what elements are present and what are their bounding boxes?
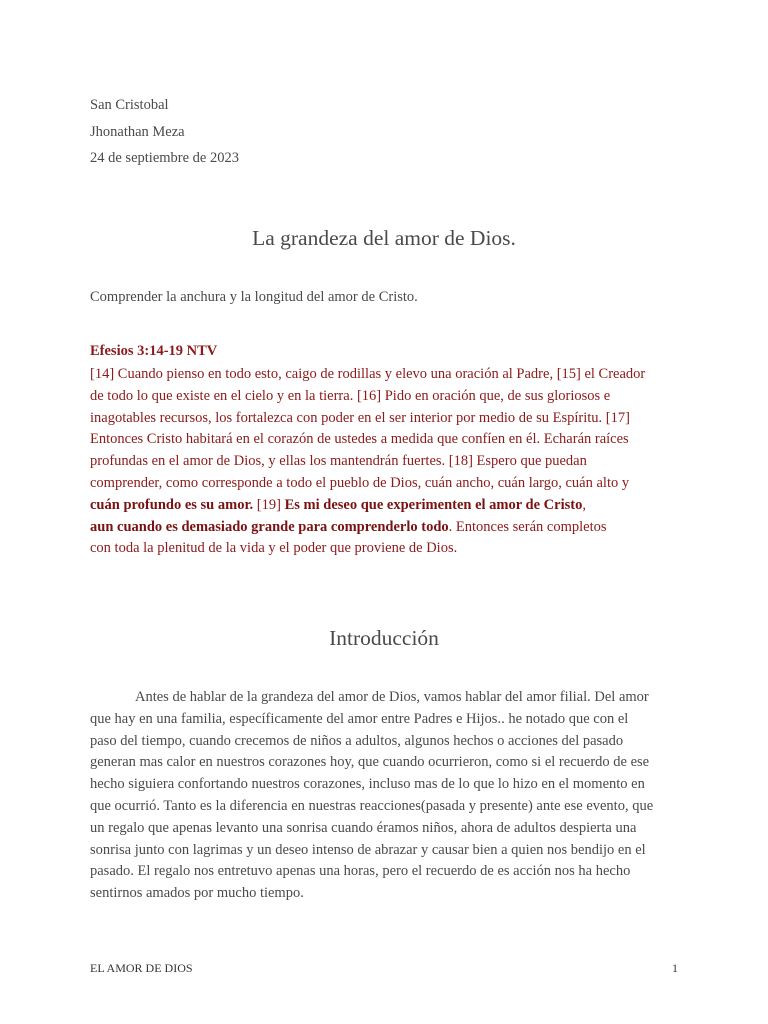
scripture-line [90,495,680,517]
scripture-line: de todo lo que existe en el cielo y en la tierra. [16] Pido en oración que, de sus gloriosos e [90,387,611,404]
header-date: 24 de septiembre de 2023 [90,150,239,166]
scripture-text: . Entonces serán completos [448,518,607,535]
intro-line: que hay en una familia, específicamente del amor entre Padres e Hijos.. he notado que con el [90,710,629,727]
scripture-line [90,517,680,539]
intro-line: que ocurrió. Tanto es la diferencia en nuestras reacciones(pasada y presente) ante ese evento, que [90,797,654,814]
intro-line: paso del tiempo, cuando crecemos de niños a adultos, algunos hechos o acciones del pasado [90,732,624,749]
section-heading: Introducción [329,626,439,650]
header-author: Jhonathan Meza [90,123,185,140]
intro-paragraph [90,687,690,905]
intro-line: sonrisa junto con lagrimas y un deseo intenso de abrazar y causar bien a quien nos bendijo en el [90,841,646,858]
scripture-emphasis: aun cuando es demasiado grande para comprenderlo todo [90,518,449,535]
scripture-verse-marker: [19] [253,496,285,513]
document-header [90,92,239,172]
scripture-body [90,364,680,560]
intro-line: pasado. El regalo nos entretuvo apenas una horas, pero el recuerdo de es acción nos ha hecho [90,863,631,880]
scripture-line: inagotables recursos, los fortalezca con poder en el ser interior por medio de su Espíritu. [17] [90,409,630,426]
intro-line: Antes de hablar de la grandeza del amor de Dios, vamos hablar del amor filial. Del amor [135,689,649,705]
document-subtitle: Comprender la anchura y la longitud del amor de Cristo. [90,289,418,305]
scripture-reference: Efesios 3:14-19 NTV [90,343,218,359]
intro-line: hecho siguiera confortando nuestros corazones, incluso mas de lo que lo hizo en el momento en [90,776,645,793]
scripture-line: con toda la plenitud de la vida y el poder que proviene de Dios. [90,540,458,557]
running-head: EL AMOR DE DIOS [90,961,193,975]
scripture-emphasis: Es mi deseo que experimenten el amor de Cristo [284,496,583,513]
scripture-passage [90,343,680,560]
intro-line: sentirnos amados por mucho tiempo. [90,885,304,902]
header-place: San Cristobal [90,97,169,113]
scripture-line: profundas en el amor de Dios, y ellas los mantendrán fuertes. [18] Espero que puedan [90,453,587,470]
page-number: 1 [672,961,678,975]
document-title: La grandeza del amor de Dios. [252,226,516,250]
scripture-emphasis: cuán profundo es su amor. [90,496,254,513]
scripture-line: [14] Cuando pienso en todo esto, caigo de rodillas y elevo una oración al Padre, [15] el Creador [90,366,646,382]
intro-line: un regalo que apenas levanto una sonrisa cuando éramos niños, ahora de adultos despierta una [90,819,637,836]
scripture-line: Entonces Cristo habitará en el corazón de ustedes a medida que confíen en él. Echarán raíces [90,431,629,448]
scripture-punctuation: , [582,496,586,513]
scripture-line: comprender, como corresponde a todo el pueblo de Dios, cuán ancho, cuán largo, cuán alto y [90,474,630,491]
intro-line: generan mas calor en nuestros corazones hoy, que cuando ocurrieron, como si el recuerdo de ese [90,754,650,771]
